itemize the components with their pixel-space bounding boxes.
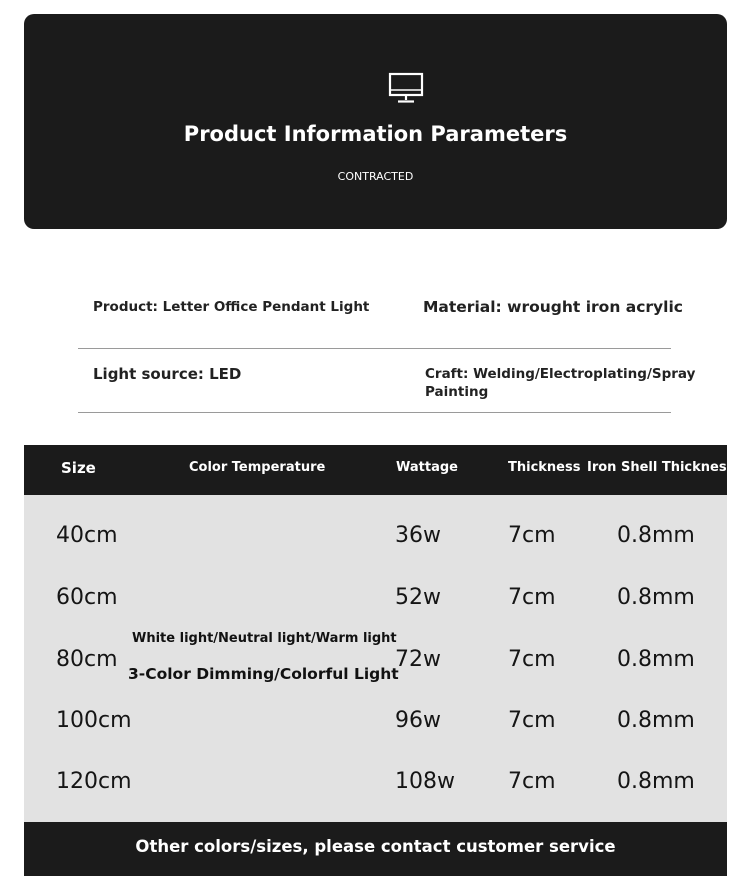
thickness-cell: 7cm	[508, 585, 556, 610]
info-material: Material: wrought iron acrylic	[423, 298, 683, 316]
color-temperature-modes: 3-Color Dimming/Colorful Light	[128, 665, 399, 683]
monitor-icon	[388, 72, 424, 104]
size-cell: 100cm	[56, 708, 132, 733]
header-banner	[24, 14, 727, 229]
header-wattage: Wattage	[396, 460, 458, 475]
size-cell: 40cm	[56, 523, 118, 548]
size-cell: 120cm	[56, 769, 132, 794]
shell-thickness-cell: 0.8mm	[617, 708, 695, 733]
size-cell: 80cm	[56, 647, 118, 672]
table-row	[24, 690, 727, 752]
header-size: Size	[61, 459, 96, 477]
spec-table	[24, 445, 735, 876]
shell-thickness-cell: 0.8mm	[617, 585, 695, 610]
info-product: Product: Letter Office Pendant Light	[93, 299, 370, 315]
table-header	[24, 445, 735, 495]
info-divider	[78, 412, 671, 413]
thickness-cell: 7cm	[508, 523, 556, 548]
table-row	[24, 567, 727, 629]
wattage-cell: 36w	[395, 523, 441, 548]
size-cell: 60cm	[56, 585, 118, 610]
page-title: Product Information Parameters	[183, 122, 568, 146]
header-color-temperature: Color Temperature	[189, 460, 326, 475]
contact-footer: Other colors/sizes, please contact customer service	[24, 822, 727, 876]
table-row	[24, 505, 727, 567]
page-subtitle: CONTRACTED	[337, 170, 414, 183]
wattage-cell: 52w	[395, 585, 441, 610]
table-row	[24, 751, 727, 813]
color-temperature-options: White light/Neutral light/Warm light	[132, 631, 397, 646]
thickness-cell: 7cm	[508, 769, 556, 794]
shell-thickness-cell: 0.8mm	[617, 523, 695, 548]
wattage-cell: 96w	[395, 708, 441, 733]
wattage-cell: 108w	[395, 769, 455, 794]
shell-thickness-cell: 0.8mm	[617, 769, 695, 794]
header-iron-shell-thickness: Iron Shell Thickness	[587, 460, 735, 475]
info-craft: Craft: Welding/Electroplating/Spray Painting	[425, 366, 696, 400]
info-divider	[78, 348, 671, 349]
info-light-source: Light source: LED	[93, 365, 242, 383]
thickness-cell: 7cm	[508, 708, 556, 733]
header-thickness: Thickness	[508, 460, 581, 475]
thickness-cell: 7cm	[508, 647, 556, 672]
wattage-cell: 72w	[395, 647, 441, 672]
shell-thickness-cell: 0.8mm	[617, 647, 695, 672]
